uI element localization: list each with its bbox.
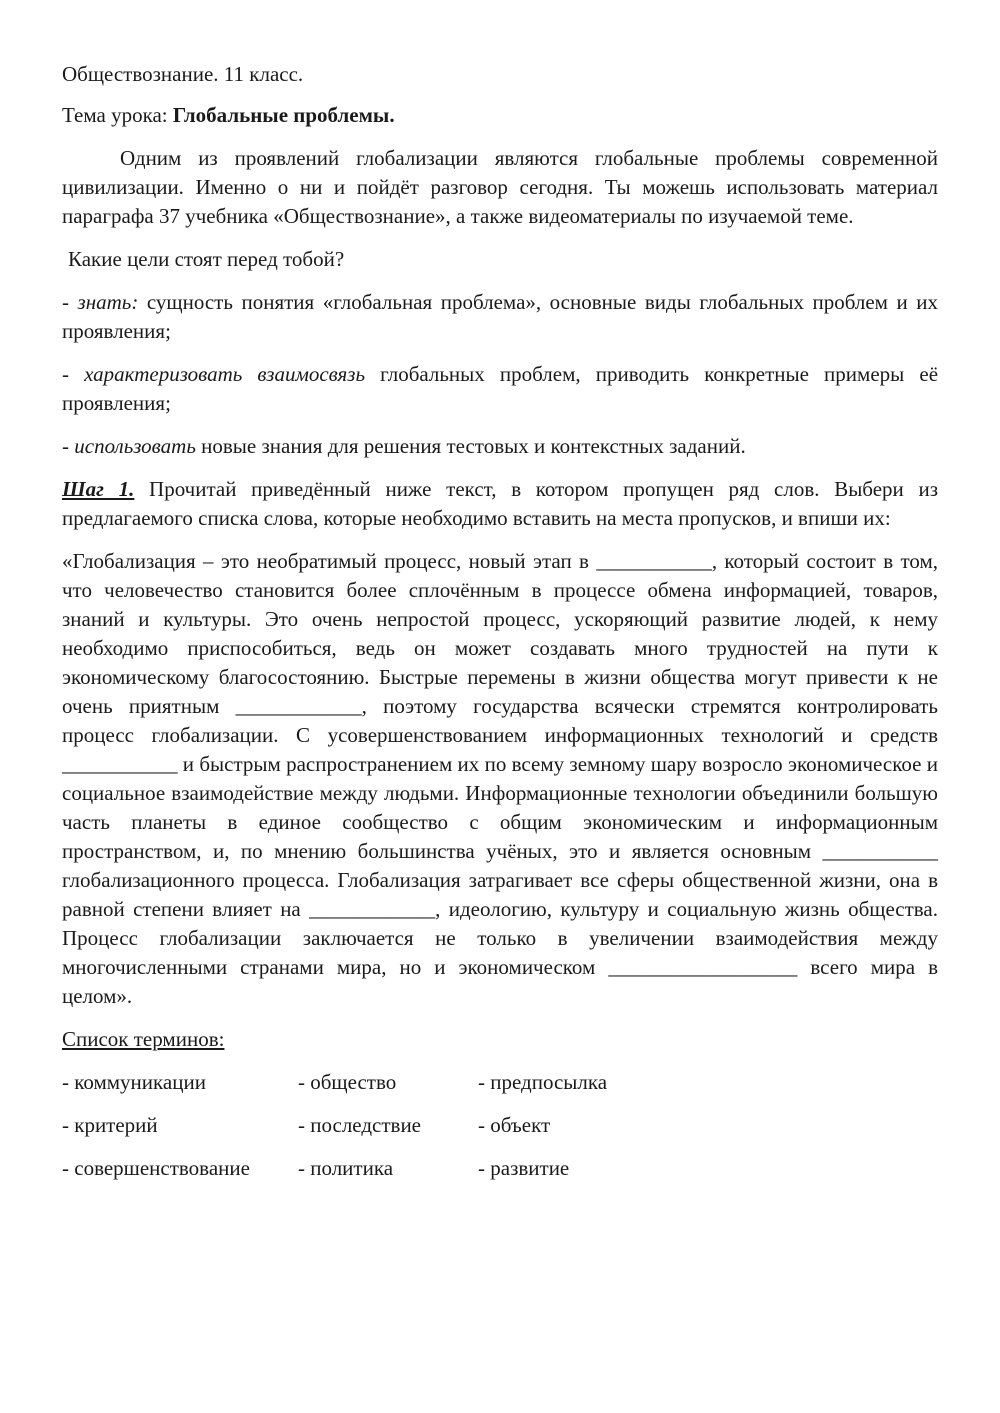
goal-text: сущность понятия «глобальная проблема», основные виды глобальных проблем и их проявления; bbox=[62, 290, 938, 343]
goal-dash: - bbox=[62, 362, 85, 386]
intro-paragraph: Одним из проявлений глобализации являются глобальные проблемы современной цивилизации. Именно о ни и пойдёт разговор сегодня. Ты можешь использовать материал параграфа 37 учебника «Обществознание», а также видеоматериалы по изучаемой теме. bbox=[62, 146, 938, 228]
term-item: - последствие bbox=[298, 1113, 422, 1137]
goal-dash: - bbox=[62, 434, 75, 458]
term-item: - коммуникации bbox=[62, 1070, 206, 1094]
term-item: - развитие bbox=[478, 1156, 570, 1180]
step-1-instruction bbox=[62, 475, 938, 533]
gap-fill-passage: «Глобализация – это необратимый процесс, новый этап в ___________, который состоит в том, что человечество становится более сплочённым в процессе обмена информацией, товаров, знаний и культуры. Это очень непростой процесс, ускоряющий развитие людей, к нему необходимо приспособиться, ведь он может создавать много трудностей на пути к экономическому благосостоянию. Быстрые перемены в жизни общества могут привести к не очень приятным ____________, поэтому государства всячески стремятся контролировать процесс глобализации. С усовершенствованием информационных технологий и средств ___________ и быстрым распространением их по всему земному шару возросло экономическое и социальное взаимодействие между людьми. Информационные технологии объединили большую часть планеты в единое сообщество с общим экономическим и информационным пространством, и, по мнению большинства учёных, это и является основным ___________ глобализационного процесса. Глобализация затрагивает все сферы общественной жизни, она в равной степени влияет на ____________, идеологию, культуру и социальную жизнь общества. Процесс глобализации заключается не только в увеличении взаимодействия между многочисленными странами мира, но и экономическом __________________ всего мира в целом». bbox=[62, 549, 938, 1008]
goal-dash: - bbox=[62, 290, 78, 314]
goal-verb: использовать bbox=[74, 434, 196, 458]
goal-text: новые знания для решения тестовых и контекстных заданий. bbox=[195, 434, 746, 458]
term-item: - критерий bbox=[62, 1113, 158, 1137]
goal-text: глобальных проблем, приводить конкретные примеры её проявления; bbox=[62, 362, 939, 415]
term-item: - политика bbox=[298, 1156, 394, 1180]
step-1-label: Шаг 1. bbox=[62, 477, 135, 501]
lesson-topic bbox=[62, 101, 938, 130]
subject-heading: Обществознание. 11 класс. bbox=[62, 62, 304, 86]
terms-list bbox=[62, 1068, 938, 1183]
goal-item bbox=[62, 432, 938, 461]
goal-item bbox=[62, 360, 938, 418]
topic-label: Тема урока: bbox=[62, 103, 173, 127]
term-item: - совершенствование bbox=[62, 1156, 250, 1180]
term-item: - общество bbox=[298, 1070, 397, 1094]
goal-item bbox=[62, 288, 938, 346]
terms-list-title: Список терминов: bbox=[62, 1027, 225, 1051]
goals-question: Какие цели стоят перед тобой? bbox=[68, 247, 345, 271]
step-1-text: Прочитай приведённый ниже текст, в котором пропущен ряд слов. Выбери из предлагаемого списка слова, которые необходимо вставить на места пропусков, и впиши их: bbox=[62, 477, 938, 530]
term-item: - объект bbox=[478, 1113, 551, 1137]
goal-verb: знать: bbox=[77, 290, 139, 314]
term-item: - предпосылка bbox=[478, 1070, 608, 1094]
topic-title: Глобальные проблемы. bbox=[172, 103, 395, 127]
goal-verb: характеризовать взаимосвязь bbox=[84, 362, 366, 386]
